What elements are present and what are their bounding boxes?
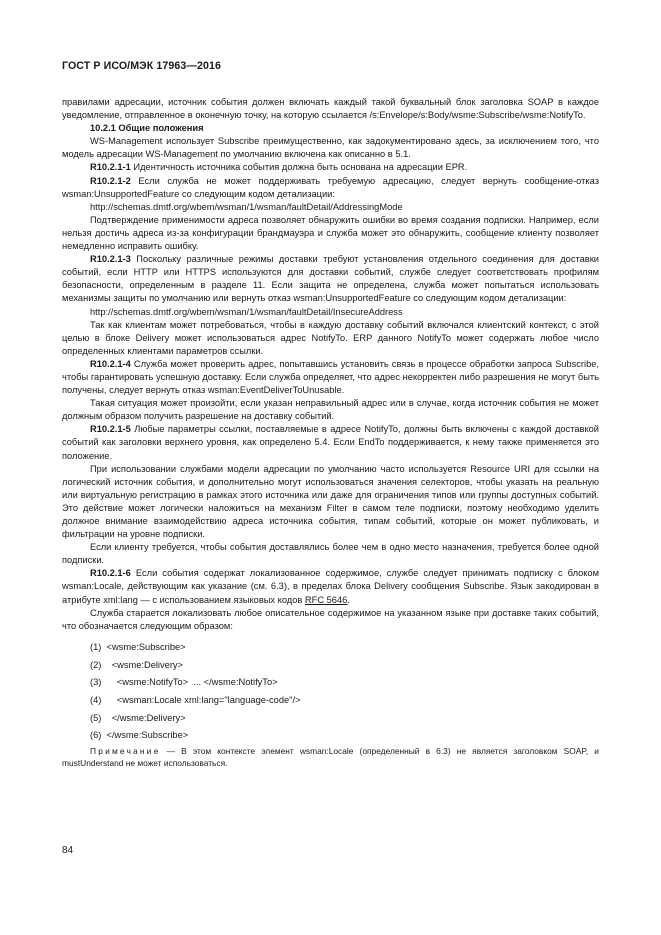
requirement-paragraph — [62, 161, 599, 174]
paragraph: При использовании службами модели адресации по умолчанию часто используется Resource URI для ссылки на логический источник события, и дополнительно могут использоваться значения селекторов, чтобы указать на реальную или виртуальную регистрацию в рамках этого источника или даже для ограничения типов или группы доступных событий. Это действие может логически наложиться на механизм Filter в самом теле подписки, поэтому необходимо уделить должное внимание взаимодействию адреса источника события, типам событий, которые он может публиковать, и фильтрации на уровне подписки. — [62, 463, 599, 540]
requirement-text-end: . — [347, 594, 350, 605]
requirement-paragraph — [62, 567, 599, 606]
paragraph: WS-Management использует Subscribe преимущественно, как задокументировано здесь, за исключением того, что модель адресации WS-Management по умолчанию включена как описанно в 5.1. — [62, 136, 599, 160]
paragraph: Такая ситуация может произойти, если указан неправильный адрес или в случае, когда источник события не может должным образом получить разрешение на доставку событий. — [62, 398, 599, 422]
paragraph: Так как клиентам может потребоваться, чтобы в каждую доставку событий включался клиентский контекст, с этой целью в блоке Delivery может использоваться адрес NotifyTo. ERP данного NotifyTo может содержать любое число определенных клиентами параметров ссылки. — [62, 319, 599, 356]
code-line: (2) <wsme:Delivery> — [90, 659, 183, 670]
requirement-id: R10.2.1-2 — [90, 175, 131, 186]
requirement-text: Служба может проверить адрес, попытавшись установить связь в процессе обработки запроса Subscribe, чтобы гарантировать успешную доставку. Если служба определяет, что адрес некорректен либо разрешения не могут быть получены, следует вернуть отказ wsman:EventDeliverToUnusable. — [62, 358, 599, 396]
note-text: — В этом контексте элемент wsman:Locale (определенный в 6.3) не является заголовком SOAP, и mustUnderstand не может использоваться. — [62, 745, 599, 769]
code-line: (1) <wsme:Subscribe> — [90, 641, 186, 652]
note — [62, 745, 599, 770]
requirement-paragraph — [62, 423, 599, 462]
code-line: (5) </wsme:Delivery> — [90, 712, 186, 723]
requirement-id: R10.2.1-3 — [90, 254, 131, 265]
section-heading: 10.2.1 Общие положения — [90, 123, 204, 134]
requirement-text: Если события содержат локализованное содержимое, службе следует принимать подписку с блоком wsman:Locale, действующим как указание (см. 6.3), в пределах блока Delivery сообщения Subscribe. Язык закодирован в атрибуте xml:lang — с использованием языковых кодов — [62, 568, 599, 605]
requirement-id: R10.2.1-4 — [90, 358, 131, 369]
document-header: ГОСТ Р ИСО/МЭК 17963—2016 — [62, 60, 221, 72]
fault-detail-url: http://schemas.dmtf.org/wbem/wsman/1/wsman/faultDetail/InsecureAddress — [90, 306, 403, 317]
fault-detail-url: http://schemas.dmtf.org/wbem/wsman/1/wsman/faultDetail/AddressingMode — [90, 201, 403, 212]
requirement-text: Идентичность источника события должна быть основана на адресации EPR. — [130, 162, 468, 173]
rfc-link[interactable]: RFC 5646 — [304, 594, 348, 605]
requirement-id: R10.2.1-1 — [90, 162, 131, 173]
document-body — [62, 96, 599, 770]
requirement-text: Поскольку различные режимы доставки требуют установления отдельного соединения для доставки событий, если HTTP или HTTPS используются для доставки событий, службе следует соответствовать профилям безопасности, определенным в разделе 11. Если защита не определена, служба может попытаться использовать механизмы защиты по умолчанию или вернуть отказ wsman:UnsupportedFeature со следующим кодом детализации: — [62, 254, 599, 304]
requirement-paragraph — [62, 253, 599, 305]
code-listing — [62, 639, 599, 745]
code-line: (6) </wsme:Subscribe> — [90, 730, 189, 741]
paragraph: правилами адресации, источник события должен включать каждый такой буквальный блок заголовка SOAP в каждое уведомление, отправленное в оконечную точку, на которую ссылается /s:Envelope/s:Body/wsme:Subscribe/wsme:NotifyTo. — [62, 97, 599, 121]
page-number: 84 — [62, 845, 74, 856]
paragraph: Подтверждение применимости адреса позволяет обнаружить ошибки во время создания подписки. Например, если нельзя достичь адреса из-за конфигурации брандмауэра и служба может это обнаружить, сообщение клиенту позволяет немедленно исправить ошибку. — [62, 214, 599, 252]
note-label: Примечание — [90, 745, 161, 756]
requirement-id: R10.2.1-5 — [90, 424, 131, 435]
requirement-text: Если служба не может поддерживать требуемую адресацию, следует вернуть сообщение-отказ wsman:UnsupportedFeature со следующим кодом детализации: — [62, 175, 599, 199]
code-line: (4) <wsman:Locale xml:lang="language-code"/> — [90, 694, 301, 705]
requirement-id: R10.2.1-6 — [90, 568, 131, 579]
code-line: (3) <wsme:NotifyTo> ... </wsme:NotifyTo> — [90, 677, 278, 688]
requirement-paragraph — [62, 175, 599, 201]
paragraph: Служба старается локализовать любое описательное содержимое на указанном языке при доставке таких событий, что обозначается следующим образом: — [62, 607, 599, 631]
paragraph: Если клиенту требуется, чтобы события доставлялись более чем в одно место назначения, требуется более одной подписки. — [62, 542, 599, 566]
requirement-text: Любые параметры ссылки, поставляемые в адресе NotifyTo, должны быть включены с каждой доставкой событий как заголовки верхнего уровня, как определено 5.4. Если EndTo поддерживается, к нему также применяется это положение. — [62, 424, 599, 461]
requirement-paragraph — [62, 358, 599, 397]
